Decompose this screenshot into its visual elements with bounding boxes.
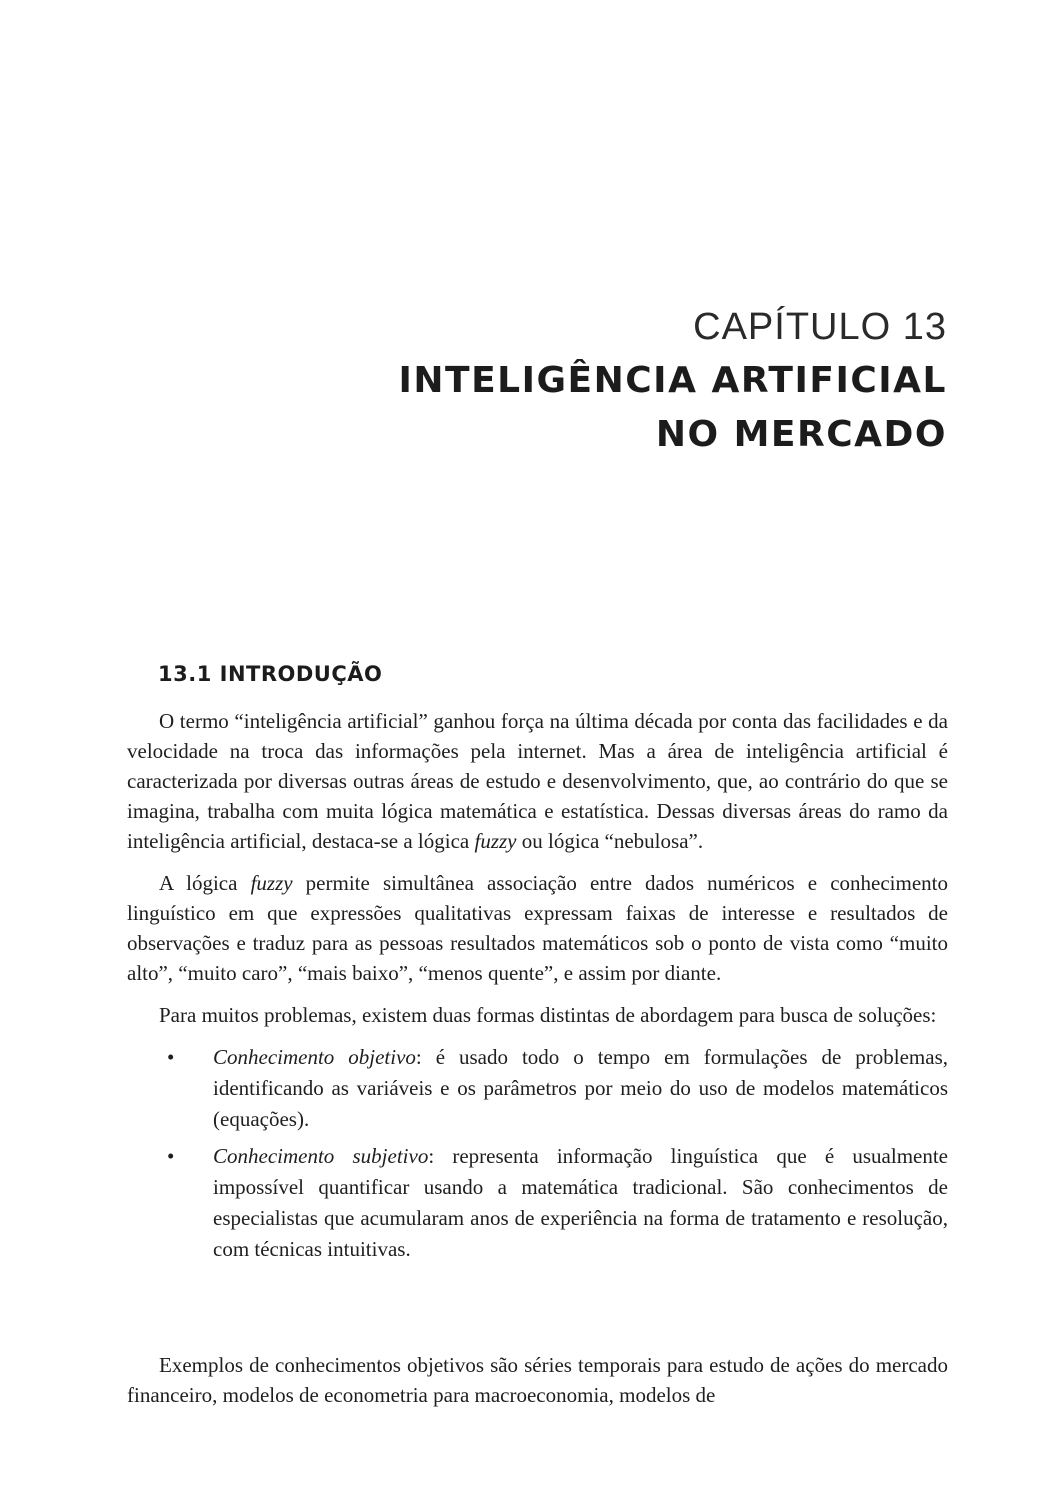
bullet-icon: • (167, 1045, 175, 1069)
chapter-title-line2: NO MERCADO (655, 414, 947, 455)
bullet-item-objective (127, 1042, 948, 1135)
chapter-label: CAPÍTULO 13 (693, 306, 947, 348)
chapter-title-line1: INTELIGÊNCIA ARTIFICIAL (398, 360, 947, 401)
bullet-term: Conhecimento subjetivo (213, 1144, 429, 1168)
paragraph-3: Para muitos problemas, existem duas formas distintas de abordagem para busca de soluções: (159, 1003, 937, 1027)
paragraph-1-text-b: ou lógica “nebulosa”. (516, 829, 704, 853)
bullet-term: Conhecimento objetivo (213, 1045, 416, 1069)
paragraph-1-text-a: O termo “inteligência artificial” ganhou força na última década por conta das facilidades e da velocidade na troca das informações pela internet. Mas a área de inteligência artificial é caracterizada por diversas outras áreas de estudo e desenvolvimento, que, ao contrário do que se imagina, trabalha com muita lógica matemática e estatística. Dessas diversas áreas do ramo da inteligência artificial, destaca-se a lógica (127, 709, 948, 853)
paragraph-4: Exemplos de conhecimentos objetivos são séries temporais para estudo de ações do mercado financeiro, modelos de econometria para macroeconomia, modelos de (127, 1353, 948, 1407)
body-text-lower (127, 1350, 948, 1422)
bullet-text: : é usado todo o tempo em formulações de problemas, identificando as variáveis e os parâmetros por meio do uso de modelos matemáticos (equações). (213, 1045, 949, 1131)
paragraph-2-text-a: A lógica (159, 871, 251, 895)
paragraph-1-emphasis: fuzzy (474, 829, 517, 853)
bullet-icon: • (167, 1144, 175, 1168)
bullet-text: : representa informação linguística que é usualmente impossível quantificar usando a matemática tradicional. São conhecimentos de especialistas que acumularam anos de experiência na forma de tratamento e resolução, com técnicas intuitivas. (213, 1144, 949, 1261)
paragraph-2-text-b: permite simultânea associação entre dados numéricos e conhecimento linguístico em que expressões qualitativas expressam faixas de interesse e resultados de observações e traduz para as pessoas resultados matemáticos sob o ponto de vista como “muito alto”, “muito caro”, “mais baixo”, “menos quente”, e assim por diante. (127, 871, 948, 985)
paragraph-1 (127, 706, 948, 856)
bullet-list (127, 1042, 948, 1265)
paragraph-2 (127, 868, 948, 988)
body-text (127, 706, 948, 1271)
paragraph-2-emphasis: fuzzy (250, 871, 293, 895)
section-heading: 13.1 INTRODUÇÃO (158, 662, 383, 686)
bullet-item-subjective (127, 1141, 948, 1265)
chapter-header (398, 300, 947, 462)
